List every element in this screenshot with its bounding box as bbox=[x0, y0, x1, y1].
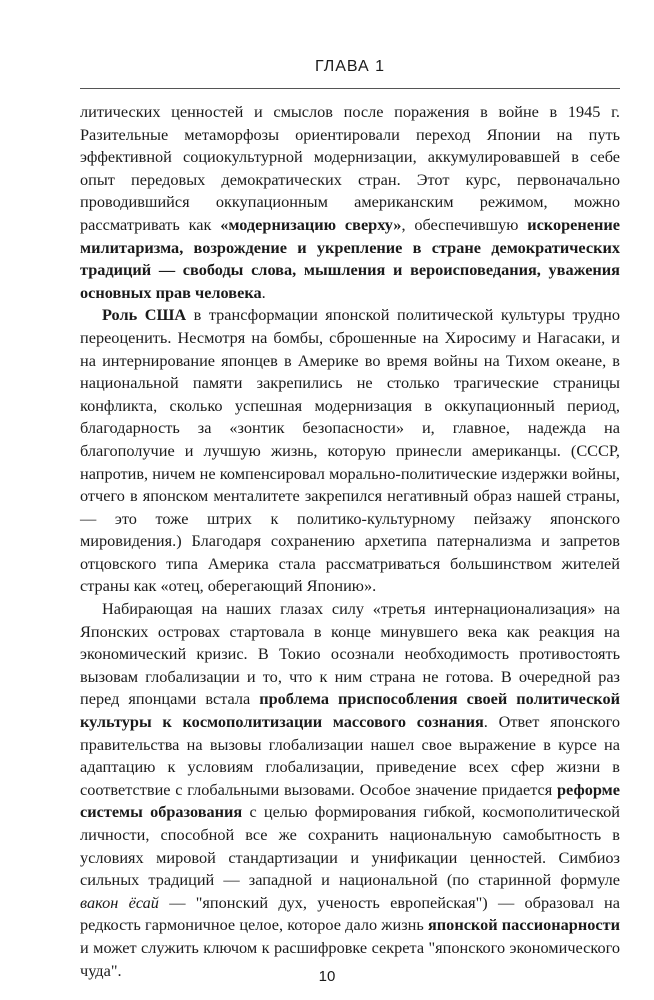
text-run: . Ответ японского правительства на вызовы глобализации нашел свое выражение в курсе на адаптацию к условиям глобализации, приведение всех сфер жизни в соответствие с глобальными вызовами. Особое значение придается bbox=[80, 712, 621, 799]
paragraph bbox=[80, 101, 620, 304]
running-header: ГЛАВА 1 bbox=[314, 58, 386, 75]
text-run: и может служить ключом к расшифровке секрета "японского экономического чуда". bbox=[80, 937, 620, 980]
bold-term: «модернизацию сверху» bbox=[220, 214, 402, 234]
page-number: 10 bbox=[318, 968, 336, 985]
bold-term: реформе системы образования bbox=[80, 779, 620, 822]
paragraph bbox=[80, 598, 620, 982]
text-run: литических ценностей и смыслов после поражения в войне в 1945 г. Разительные метаморфозы ориентировали переход Японии на путь эффективной социокультурной модернизации, аккумулировавшей в себе опыт передовых демократических стран. Этот курс, первоначально проводившийся оккупационным американским режимом, можно рассматривать как bbox=[80, 102, 620, 234]
text-run: . bbox=[261, 282, 266, 302]
header-rule bbox=[80, 88, 620, 89]
text-run: , обеспечившую bbox=[401, 214, 528, 234]
bold-term: искоренение милитаризма, возрождение и укрепление в стране демократических традиций — свободы слова, мышления и вероисповедания, уважения основных прав человека bbox=[80, 214, 620, 302]
bold-term: Роль США bbox=[102, 305, 187, 325]
italic-term: вакон ёсай bbox=[80, 892, 159, 912]
text-run: Набирающая на наших глазах силу «третья интернационализация» на Японских островах стартовала в конце минувшего века как реакция на экономический кризис. В Токио осознали необходимость противостоять вызовам глобализации и то, что к ним страна не готова. В очередной раз перед японцами встала bbox=[80, 599, 620, 709]
bold-term: японской пассионарности bbox=[427, 915, 620, 935]
text-run: в трансформации японской политической культуры трудно переоценить. Несмотря на бомбы, сброшенные на Хиросиму и Нагасаки, и на интернирование японцев в Америке во время войны на Тихом океане, в национальной памяти закрепились не столько трагические страницы конфликта, сколько успешная модернизация в оккупационный период, благодарность за «зонтик безопасности» и, главное, надежда на благополучие и лучшую жизнь, которую принесли американцы. (СССР, напротив, ничем не компенсировал морально-политические издержки войны, отчего в японском менталитете закрепился негативный образ нашей страны, — это тоже штрих к политико-культурному пейзажу японского мировидения.) Благодаря сохранению архетипа патернализма и запретов отцовского типа Америка стала рассматриваться большинством жителей страны как «отец, оберегающий Японию». bbox=[80, 305, 620, 596]
text-run: с целью формирования гибкой, космополитической личности, способной все же сохранить национальную самобытность в условиях мировой стандартизации и унификации ценностей. Симбиоз сильных традиций — западной и национальной (по старинной формуле bbox=[80, 802, 620, 890]
paragraph bbox=[80, 304, 620, 598]
bold-term: проблема приспособления своей политической культуры к космополитизации массового сознания bbox=[80, 689, 620, 732]
page-body bbox=[80, 101, 620, 982]
text-run: — "японский дух, ученость европейская") — образовал на редкость гармоничное целое, которое дало жизнь bbox=[80, 892, 620, 935]
